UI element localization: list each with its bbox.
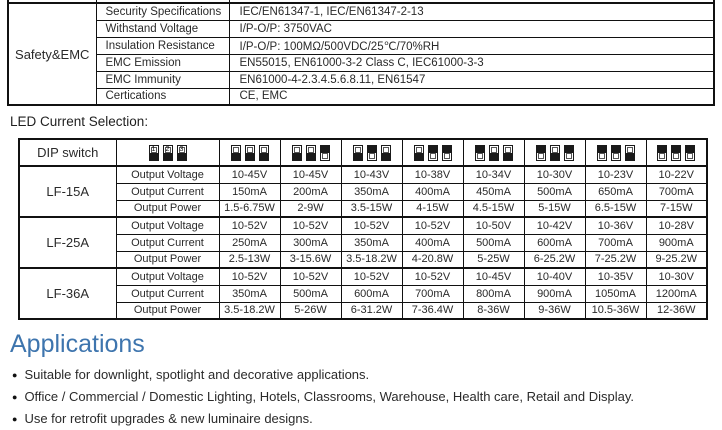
spec-label-cell: Withstand Voltage xyxy=(96,20,229,37)
value-cell: 700mA xyxy=(585,234,646,251)
table-row xyxy=(8,3,714,20)
value-cell: 700mA xyxy=(646,183,707,200)
dip-lever-icon xyxy=(245,145,255,161)
value-cell: 400mA xyxy=(402,234,463,251)
value-cell: 10-40V xyxy=(524,268,585,285)
dip-lever-icon xyxy=(657,145,667,161)
dip-lever-icon xyxy=(475,145,485,161)
dip-combo-cell xyxy=(280,139,341,166)
dip-combo-cell xyxy=(585,139,646,166)
dip-switch-numbered-icon xyxy=(117,145,219,161)
table-row xyxy=(8,88,714,105)
value-cell: 10-52V xyxy=(402,217,463,234)
value-cell: 10-22V xyxy=(646,166,707,183)
value-cell: 350mA xyxy=(341,234,402,251)
dip-lever-icon xyxy=(597,145,607,161)
value-cell: 4-20.8W xyxy=(402,251,463,268)
dip-switch-icon xyxy=(586,145,646,161)
dip-lever-icon xyxy=(259,145,269,161)
dip-combo-cell xyxy=(341,139,402,166)
spec-value-cell: I/P-O/P: 3750VAC xyxy=(229,20,714,37)
row-label-cell: Output Voltage xyxy=(116,166,219,183)
value-cell: 6-25.2W xyxy=(524,251,585,268)
dip-lever-icon xyxy=(163,145,173,161)
dip-number: 2 xyxy=(165,145,170,153)
dip-combo-cell xyxy=(402,139,463,166)
value-cell: 12-36W xyxy=(646,302,707,319)
value-cell: 10-30V xyxy=(524,166,585,183)
led-current-selection-table xyxy=(18,138,708,320)
table-row xyxy=(19,285,707,302)
dip-lever-icon xyxy=(685,145,695,161)
safety-emc-table xyxy=(7,0,715,106)
spec-value-cell: CE, EMC xyxy=(229,88,714,105)
application-text: Suitable for downlight, spotlight and decorative applications. xyxy=(24,367,370,382)
list-item xyxy=(12,408,712,430)
value-cell: 10-35V xyxy=(585,268,646,285)
led-current-selection-heading: LED Current Selection: xyxy=(10,114,149,129)
dip-lever-icon xyxy=(231,145,241,161)
dip-lever-icon xyxy=(306,145,316,161)
value-cell: 3-15.6W xyxy=(280,251,341,268)
dip-lever-icon xyxy=(442,145,452,161)
table-row xyxy=(19,302,707,319)
value-cell: 500mA xyxy=(463,234,524,251)
value-cell: 10-42V xyxy=(524,217,585,234)
dip-lever-icon xyxy=(611,145,621,161)
table-row xyxy=(8,37,714,54)
value-cell: 9-25.2W xyxy=(646,251,707,268)
value-cell: 350mA xyxy=(341,183,402,200)
dip-number: 1 xyxy=(151,145,156,153)
value-cell: 3.5-18.2W xyxy=(219,302,280,319)
bullet-icon: ● xyxy=(12,370,18,380)
dip-switch-icon xyxy=(525,145,585,161)
value-cell: 3.5-15W xyxy=(341,200,402,217)
table-row xyxy=(8,71,714,88)
model-name-cell: LF-25A xyxy=(19,217,116,268)
dip-lever-icon xyxy=(489,145,499,161)
application-text: Office / Commercial / Domestic Lighting, Hotels, Classrooms, Warehouse, Health care, Retail and Display. xyxy=(24,389,634,404)
dip-combo-cell xyxy=(463,139,524,166)
dip-lever-icon xyxy=(353,145,363,161)
dip-lever-icon xyxy=(149,145,159,161)
dip-switch-header-cell: DIP switch xyxy=(19,139,116,166)
dip-lever-icon xyxy=(367,145,377,161)
dip-switch-icon xyxy=(220,145,280,161)
value-cell: 10-30V xyxy=(646,268,707,285)
application-text: Use for retrofit upgrades & new luminaire designs. xyxy=(24,411,313,426)
spec-label-cell: EMC Immunity xyxy=(96,71,229,88)
spec-label-cell: EMC Emission xyxy=(96,54,229,71)
value-cell: 1050mA xyxy=(585,285,646,302)
bullet-icon: ● xyxy=(12,414,18,424)
value-cell: 600mA xyxy=(524,234,585,251)
table-row xyxy=(19,166,707,183)
row-label-cell: Output Power xyxy=(116,200,219,217)
table-row xyxy=(19,268,707,285)
value-cell: 200mA xyxy=(280,183,341,200)
list-item xyxy=(12,364,712,386)
dip-number: 3 xyxy=(179,145,184,153)
table-row xyxy=(8,20,714,37)
value-cell: 350mA xyxy=(219,285,280,302)
value-cell: 10-43V xyxy=(341,166,402,183)
row-label-cell: Output Voltage xyxy=(116,217,219,234)
dip-switch-icon xyxy=(281,145,341,161)
row-label-cell: Output Voltage xyxy=(116,268,219,285)
dip-lever-icon xyxy=(536,145,546,161)
dip-switch-icon xyxy=(464,145,524,161)
value-cell: 10-38V xyxy=(402,166,463,183)
value-cell: 7-15W xyxy=(646,200,707,217)
value-cell: 10-45V xyxy=(219,166,280,183)
value-cell: 4-15W xyxy=(402,200,463,217)
value-cell: 700mA xyxy=(402,285,463,302)
table-row xyxy=(19,217,707,234)
value-cell: 300mA xyxy=(280,234,341,251)
bullet-icon: ● xyxy=(12,392,18,402)
row-label-cell: Output Power xyxy=(116,302,219,319)
value-cell: 7-36.4W xyxy=(402,302,463,319)
value-cell: 10-52V xyxy=(219,268,280,285)
row-label-cell: Output Current xyxy=(116,183,219,200)
value-cell: 150mA xyxy=(219,183,280,200)
dip-lever-icon xyxy=(671,145,681,161)
dip-combo-cell xyxy=(524,139,585,166)
value-cell: 10-52V xyxy=(402,268,463,285)
value-cell: 600mA xyxy=(341,285,402,302)
spec-label-cell: Security Specifications xyxy=(96,3,229,20)
value-cell: 10-23V xyxy=(585,166,646,183)
value-cell: 10-34V xyxy=(463,166,524,183)
applications-list xyxy=(12,364,712,430)
value-cell: 450mA xyxy=(463,183,524,200)
value-cell: 10-45V xyxy=(463,268,524,285)
dip-numbered-icon-cell xyxy=(116,139,219,166)
value-cell: 650mA xyxy=(585,183,646,200)
dip-lever-icon xyxy=(320,145,330,161)
row-label-cell: Output Current xyxy=(116,234,219,251)
value-cell: 900mA xyxy=(646,234,707,251)
spec-value-cell: EN61000-4-2.3.4.5.6.8.11, EN61547 xyxy=(229,71,714,88)
dip-lever-icon xyxy=(428,145,438,161)
value-cell: 2.5-13W xyxy=(219,251,280,268)
table-row xyxy=(19,234,707,251)
table-row xyxy=(19,183,707,200)
value-cell: 1.5-6.75W xyxy=(219,200,280,217)
dip-switch-icon xyxy=(647,145,707,161)
value-cell: 10-36V xyxy=(585,217,646,234)
table-row xyxy=(19,200,707,217)
value-cell: 9-36W xyxy=(524,302,585,319)
dip-lever-icon xyxy=(550,145,560,161)
value-cell: 800mA xyxy=(463,285,524,302)
value-cell: 5-26W xyxy=(280,302,341,319)
dip-lever-icon xyxy=(177,145,187,161)
dip-lever-icon xyxy=(292,145,302,161)
spec-value-cell: EN55015, EN61000-3-2 Class C, IEC61000-3-3 xyxy=(229,54,714,71)
row-label-cell: Output Power xyxy=(116,251,219,268)
value-cell: 500mA xyxy=(524,183,585,200)
dip-header-row xyxy=(19,139,707,166)
dip-combo-cell xyxy=(219,139,280,166)
value-cell: 10-52V xyxy=(219,217,280,234)
value-cell: 10-28V xyxy=(646,217,707,234)
dip-lever-icon xyxy=(564,145,574,161)
dip-lever-icon xyxy=(381,145,391,161)
value-cell: 7-25.2W xyxy=(585,251,646,268)
value-cell: 3.5-18.2W xyxy=(341,251,402,268)
value-cell: 5-15W xyxy=(524,200,585,217)
value-cell: 10-52V xyxy=(280,217,341,234)
value-cell: 10-52V xyxy=(280,268,341,285)
value-cell: 10-50V xyxy=(463,217,524,234)
dip-lever-icon xyxy=(503,145,513,161)
applications-title: Applications xyxy=(10,330,145,358)
value-cell: 10.5-36W xyxy=(585,302,646,319)
dip-switch-icon xyxy=(403,145,463,161)
value-cell: 10-52V xyxy=(341,217,402,234)
row-label-cell: Output Current xyxy=(116,285,219,302)
value-cell: 4.5-15W xyxy=(463,200,524,217)
list-item xyxy=(12,386,712,408)
model-name-cell: LF-15A xyxy=(19,166,116,217)
value-cell: 250mA xyxy=(219,234,280,251)
value-cell: 10-45V xyxy=(280,166,341,183)
value-cell: 900mA xyxy=(524,285,585,302)
dip-combo-cell xyxy=(646,139,707,166)
spec-value-cell: I/P-O/P: 100MΩ/500VDC/25℃/70%RH xyxy=(229,37,714,54)
dip-lever-icon xyxy=(625,145,635,161)
model-name-cell: LF-36A xyxy=(19,268,116,319)
table-row xyxy=(19,251,707,268)
value-cell: 6-31.2W xyxy=(341,302,402,319)
dip-lever-icon xyxy=(414,145,424,161)
table-row xyxy=(8,54,714,71)
value-cell: 5-25W xyxy=(463,251,524,268)
value-cell: 500mA xyxy=(280,285,341,302)
value-cell: 2-9W xyxy=(280,200,341,217)
dip-switch-icon xyxy=(342,145,402,161)
value-cell: 8-36W xyxy=(463,302,524,319)
value-cell: 1200mA xyxy=(646,285,707,302)
value-cell: 10-52V xyxy=(341,268,402,285)
value-cell: 400mA xyxy=(402,183,463,200)
section-header-cell: Safety&EMC xyxy=(8,3,96,105)
spec-label-cell: Insulation Resistance xyxy=(96,37,229,54)
spec-label-cell: Certications xyxy=(96,88,229,105)
value-cell: 6.5-15W xyxy=(585,200,646,217)
spec-value-cell: IEC/EN61347-1, IEC/EN61347-2-13 xyxy=(229,3,714,20)
